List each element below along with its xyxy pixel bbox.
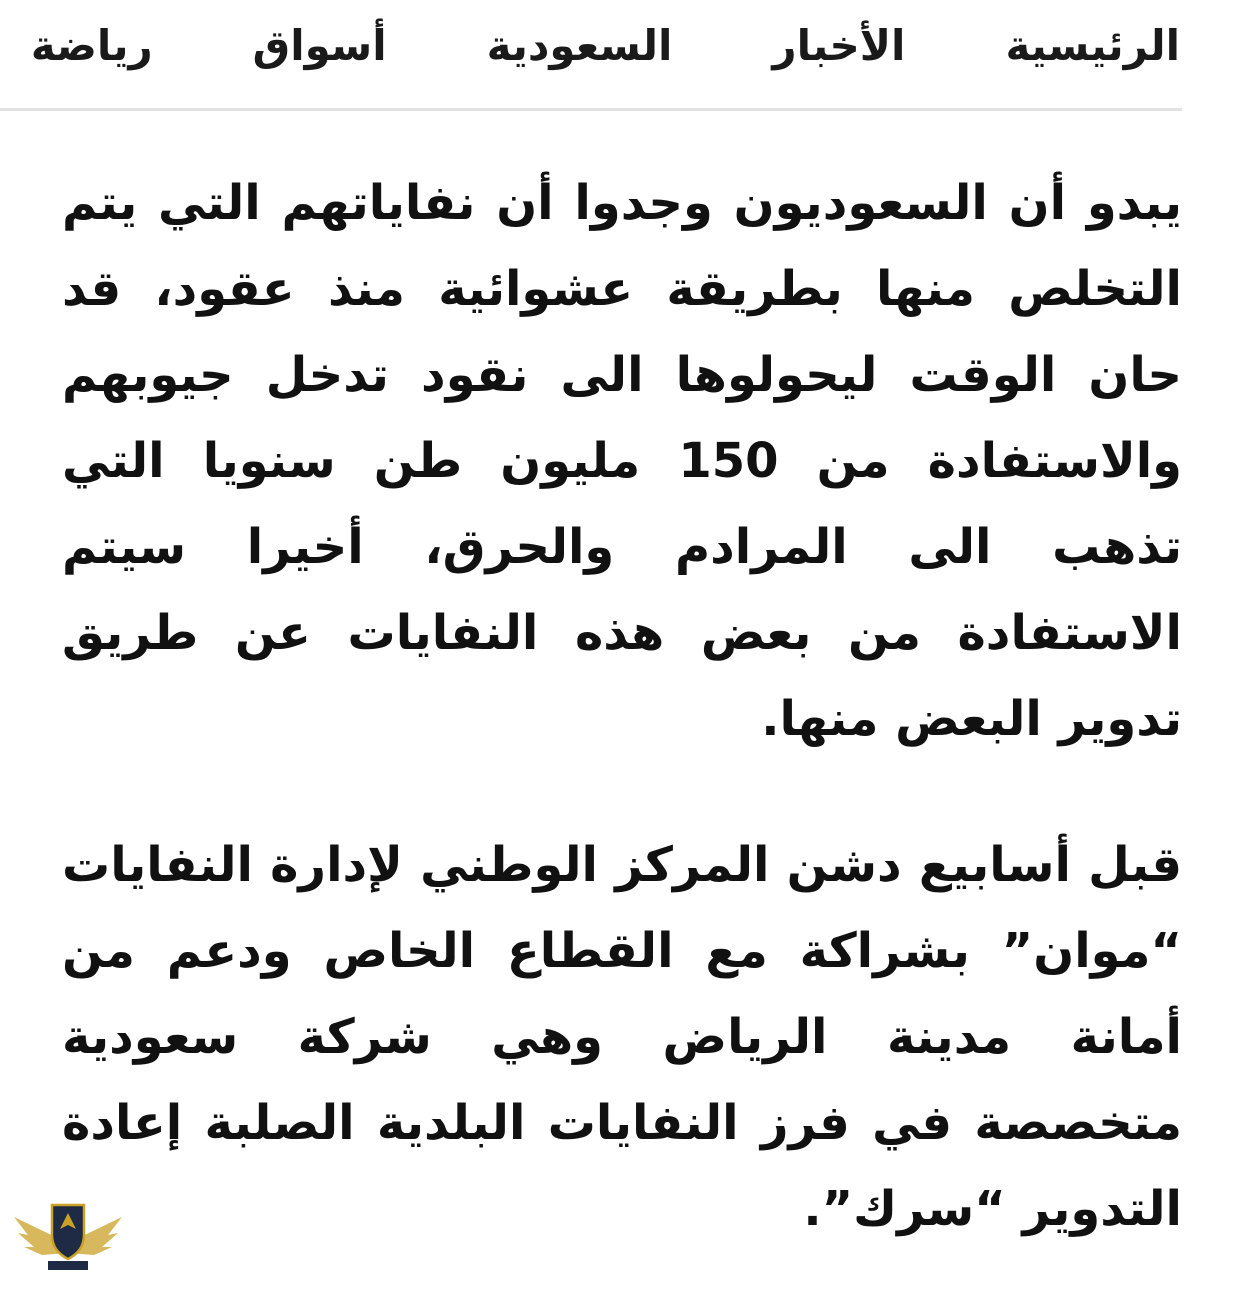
nav-divider	[0, 108, 1182, 111]
nav-item-sports[interactable]: رياضة	[30, 21, 153, 70]
forum-watermark-logo	[8, 1195, 128, 1295]
nav-item-saudi[interactable]: السعودية	[486, 21, 673, 70]
eagle-shield-icon	[8, 1195, 128, 1295]
nav-item-news[interactable]: الأخبار	[772, 21, 906, 70]
nav-menu	[31, 0, 1180, 92]
nav-item-home[interactable]: الرئيسية	[1005, 21, 1180, 70]
article-paragraph: يبدو أن السعوديون وجدوا أن نفاياتهم التي يتم التخلص منها بطريقة عشوائية منذ عقود، قد حان الوقت ليحولوها الى نقود تدخل جيوبهم والاستفادة من 150 مليون طن سنويا التي تذهب الى المرادم والحرق، أخيرا سيتم الاستفادة من بعض هذه النفايات عن طريق تدوير البعض منها.	[62, 175, 1182, 747]
top-navigation	[0, 0, 1242, 112]
nav-item-markets[interactable]: أسواق	[252, 21, 387, 70]
article-body	[62, 160, 1182, 1252]
article-paragraph: قبل أسابيع دشن المركز الوطني لإدارة النفايات “موان” بشراكة مع القطاع الخاص ودعم من أمانة مدينة الرياض وهي شركة سعودية متخصصة في فرز النفايات البلدية الصلبة إعادة التدوير “سرك”.	[62, 837, 1182, 1237]
